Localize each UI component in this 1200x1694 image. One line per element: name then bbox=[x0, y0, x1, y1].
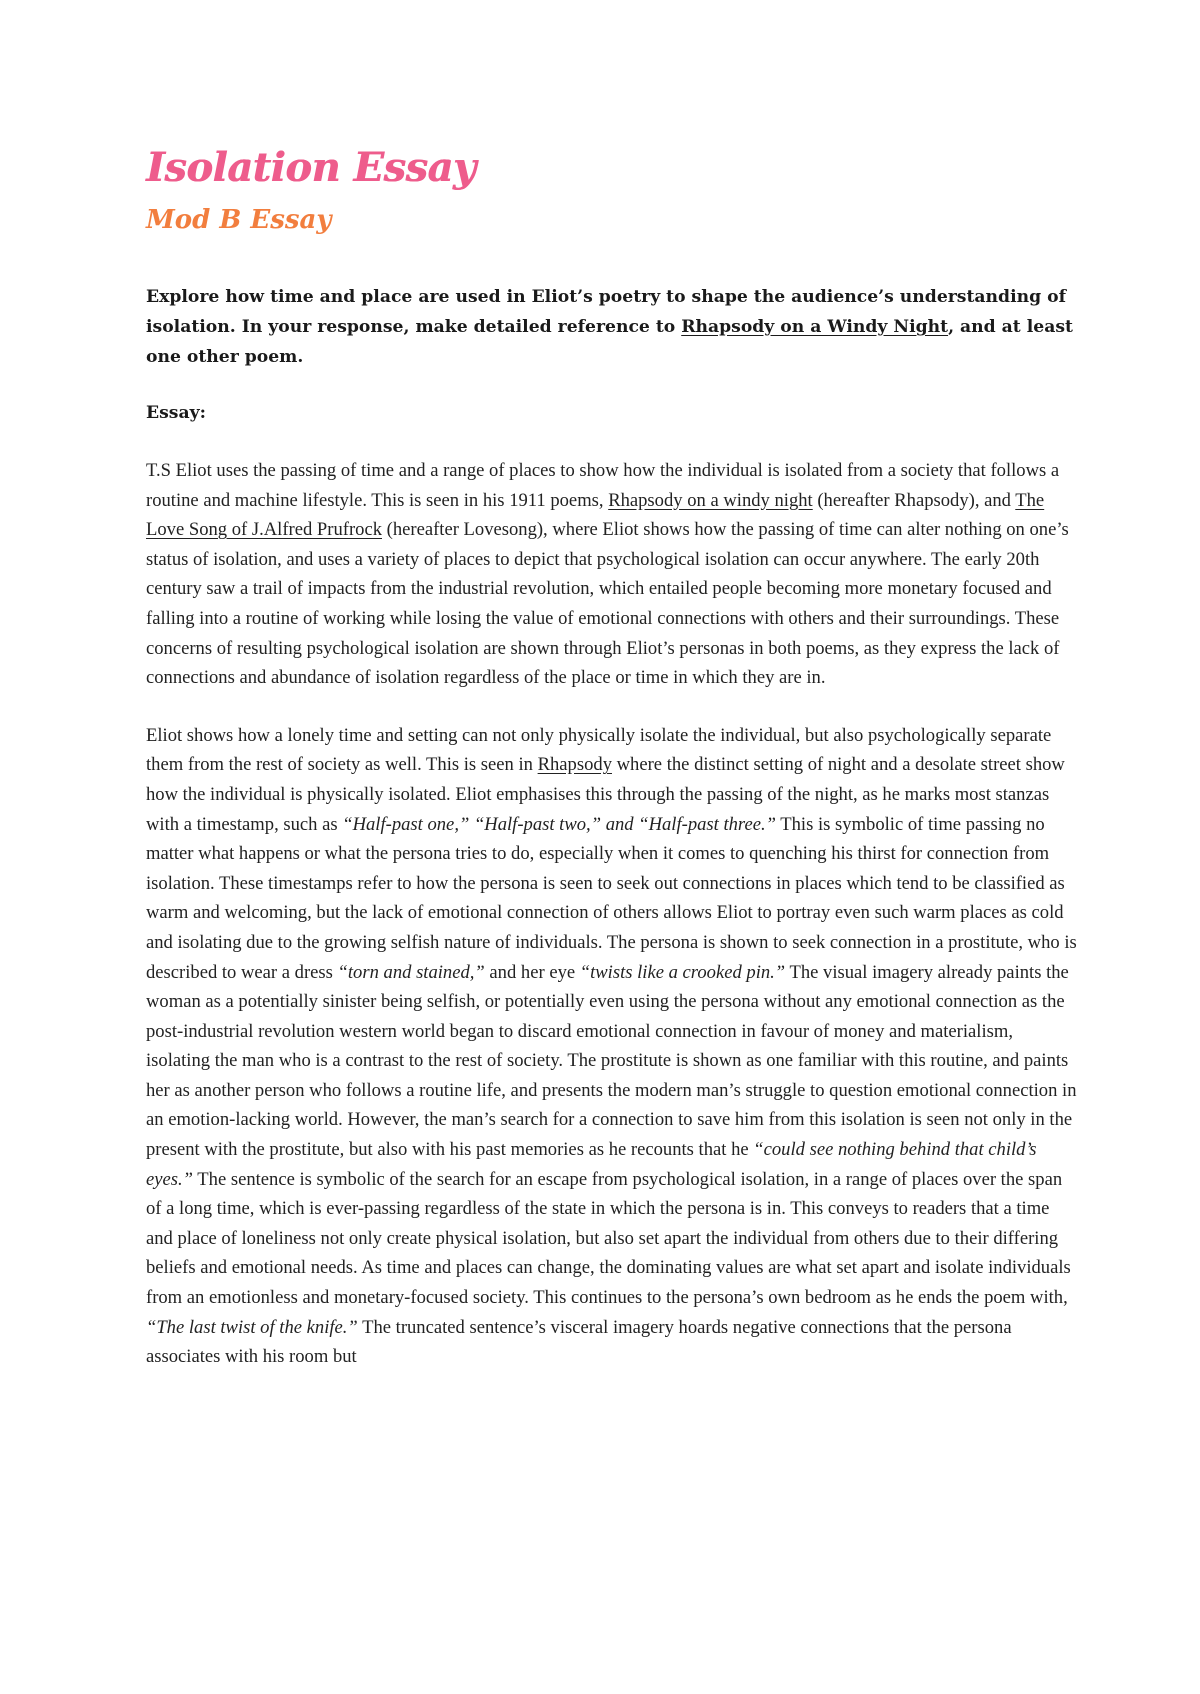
poem-title-prufrock: The Love Song of J.Alfred Prufrock bbox=[146, 489, 1045, 541]
paragraph-2-text-6: The sentence is symbolic of the search for an escape from psychological isolation, in a range of places over the span of a long time, which is ever-passing regardless of the state in which the persona is in. This conveys to readers that a time and place of loneliness not only create physical isolation, but also set apart the individual from others due to their differing beliefs and emotional needs. As time and places can change, the dominating values are what set apart and isolate individuals from an emotionless and monetary-focused society. This continues to the persona’s own bedroom as he ends the poem with, bbox=[146, 1168, 1071, 1309]
quote-timestamps: “Half-past one,” “Half-past two,” and “Half-past three.” bbox=[342, 813, 776, 835]
prompt-text-1: Explore how time and place are used in Eliot’s poetry to shape the audience’s understanding of isolation. In your response, make detailed reference to bbox=[146, 287, 1066, 337]
paragraph-1-text-1: T.S Eliot uses the passing of time and a range of places to show how the individual is isolated from a society that follows a routine and machine lifestyle. This is seen in his 1911 poems, bbox=[146, 460, 1060, 511]
paragraph-2-text-2: where the distinct setting of night and a desolate street show how the individual is physically isolated. Eliot emphasises this through the passing of the night, as he marks most stanzas with a timestamp, such as bbox=[146, 754, 1065, 835]
document-title: Isolation Essay bbox=[146, 144, 476, 191]
quote-torn-stained: “torn and stained,” bbox=[337, 961, 485, 983]
prompt-text-2: , and at least one other poem. bbox=[146, 317, 1073, 367]
essay-prompt bbox=[146, 282, 1080, 372]
poem-title-rhapsody: Rhapsody on a windy night bbox=[608, 489, 813, 511]
essay-heading: Essay: bbox=[146, 403, 206, 423]
paragraph-2-text-1: Eliot shows how a lonely time and setting can not only physically isolate the individual, but also psychologically separate them from the rest of society as well. This is seen in bbox=[146, 724, 1052, 776]
quote-crooked-pin: “twists like a crooked pin.” bbox=[579, 961, 786, 983]
prompt-poem-title: Rhapsody on a Windy Night bbox=[681, 317, 949, 337]
paragraph-2-text-4: and her eye bbox=[484, 961, 580, 983]
paragraph-2-text-7: The truncated sentence’s visceral imagery hoards negative connections that the persona associates with his room but bbox=[146, 1316, 1012, 1368]
paragraph-1 bbox=[146, 456, 1080, 693]
paragraph-2-text-3: This is symbolic of time passing no matter what happens or what the persona tries to do, especially when it comes to quenching his thirst for connection from isolation. These timestamps refer to how the persona is seen to seek out connections in places which tend to be classified as warm and welcoming, but the lack of emotional connection of others allows Eliot to portray even such warm places as cold and isolating due to the growing selfish nature of individuals. The persona is shown to seek connection in a prostitute, who is described to wear a dress bbox=[146, 813, 1077, 983]
paragraph-1-text-2: (hereafter Rhapsody), and bbox=[812, 489, 1016, 511]
quote-childs-eyes: “could see nothing behind that child’s eyes.” bbox=[146, 1139, 1037, 1190]
paragraph-2-text-5: The visual imagery already paints the woman as a potentially sinister being selfish, or potentially even using the persona without any emotional connection as the post-industrial revolution western world began to discard emotional connection in favour of money and materialism, isolating the man who is a contrast to the rest of society. The prostitute is shown as one familiar with this routine, and paints her as another person who follows a routine life, and presents the modern man’s struggle to question emotional connection in an emotion-lacking world. However, the man’s search for a connection to save him from this isolation is seen not only in the present with the prostitute, but also with his past memories as he recounts that he bbox=[146, 961, 1077, 1161]
paragraph-1-text-3: (hereafter Lovesong), where Eliot shows how the passing of time can alter nothing on one’s status of isolation, and uses a variety of places to depict that psychological isolation can occur anywhere. The early 20th century saw a trail of impacts from the industrial revolution, which entailed people becoming more monetary focused and falling into a routine of working while losing the value of emotional connections with others and their surroundings. These concerns of resulting psychological isolation are shown through Eliot’s personas in both poems, as they express the lack of connections and abundance of isolation regardless of the place or time in which they are in. bbox=[146, 519, 1069, 689]
quote-twist-knife: “The last twist of the knife.” bbox=[146, 1316, 358, 1338]
document-subtitle: Mod B Essay bbox=[146, 205, 332, 235]
paragraph-2 bbox=[146, 721, 1080, 1372]
poem-title-rhapsody-short: Rhapsody bbox=[537, 754, 612, 776]
